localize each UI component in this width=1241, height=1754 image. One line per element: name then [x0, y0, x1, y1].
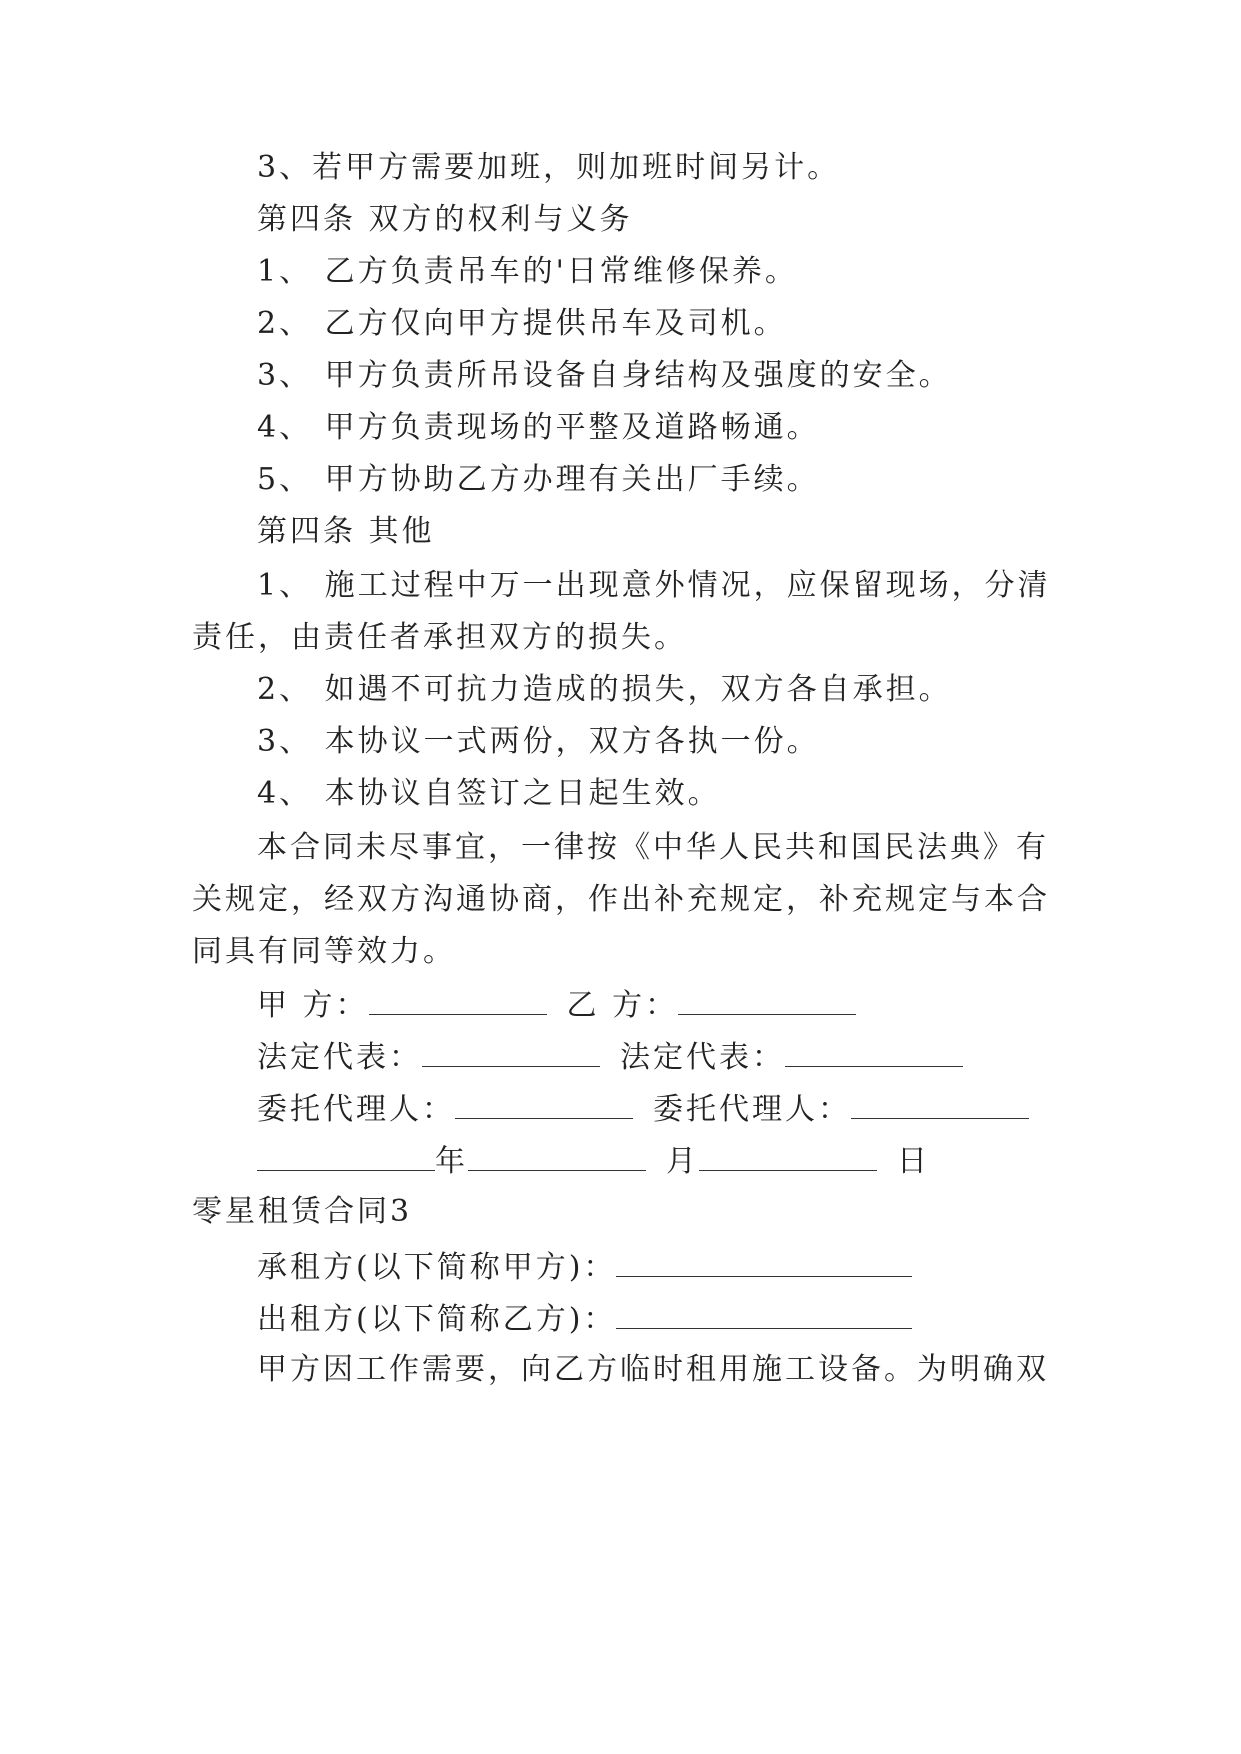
- list-item: 3、 甲方负责所吊设备自身结构及强度的安全。: [257, 358, 952, 393]
- signature-agent-row: [257, 1088, 1029, 1130]
- signature-representative-row: [257, 1036, 963, 1078]
- day-label: 日: [897, 1144, 930, 1179]
- list-item-continuation: 责任，由责任者承担双方的损失。: [192, 620, 687, 655]
- agent-b-blank: [851, 1088, 1029, 1119]
- list-item: 4、 本协议自签订之日起生效。: [257, 776, 721, 811]
- lessor-blank: [616, 1298, 912, 1329]
- lessee-row: [257, 1246, 912, 1288]
- party-a-blank: [369, 984, 547, 1015]
- agent-b-label: 委托代理人：: [653, 1092, 851, 1127]
- list-item: 5、 甲方协助乙方办理有关出厂手续。: [257, 462, 820, 497]
- day-blank: [699, 1140, 877, 1171]
- list-item: 3、 本协议一式两份，双方各执一份。: [257, 724, 820, 759]
- month-blank: [468, 1140, 646, 1171]
- list-item: 4、 甲方负责现场的平整及道路畅通。: [257, 410, 820, 445]
- party-b-blank: [678, 984, 856, 1015]
- signature-party-row: [257, 984, 856, 1026]
- lessee-blank: [616, 1246, 912, 1277]
- year-blank: [257, 1140, 435, 1171]
- list-item: 1、 施工过程中万一出现意外情况，应保留现场，分清: [257, 568, 1051, 603]
- month-label: 月: [666, 1144, 699, 1179]
- next-contract-intro: 甲方因工作需要，向乙方临时租用施工设备。为明确双: [257, 1352, 1049, 1387]
- lessee-label: 承租方(以下简称甲方)：: [257, 1250, 617, 1285]
- lessor-row: [257, 1298, 912, 1340]
- article-heading-other: 第四条 其他: [257, 514, 435, 549]
- list-item: 1、 乙方负责吊车的'日常维修保养。: [257, 254, 798, 289]
- signature-date-row: [257, 1140, 930, 1182]
- agent-a-blank: [455, 1088, 633, 1119]
- party-b-label: 乙 方：: [566, 988, 679, 1023]
- rep-a-label: 法定代表：: [257, 1040, 422, 1075]
- next-contract-title: 零星租赁合同3: [192, 1194, 413, 1229]
- article-heading-rights: 第四条 双方的权利与义务: [257, 202, 633, 237]
- rep-b-label: 法定代表：: [620, 1040, 785, 1075]
- agent-a-label: 委托代理人：: [257, 1092, 455, 1127]
- paragraph-supplement-continuation: 关规定，经双方沟通协商，作出补充规定，补充规定与本合: [192, 882, 1050, 917]
- party-a-label: 甲 方：: [257, 988, 369, 1023]
- list-item: 2、 乙方仅向甲方提供吊车及司机。: [257, 306, 787, 341]
- lessor-label: 出租方(以下简称乙方)：: [257, 1302, 617, 1337]
- rep-a-blank: [422, 1036, 600, 1067]
- rep-b-blank: [785, 1036, 963, 1067]
- year-label: 年: [435, 1144, 468, 1179]
- paragraph-overtime: 3、若甲方需要加班，则加班时间另计。: [257, 150, 841, 185]
- list-item: 2、 如遇不可抗力造成的损失，双方各自承担。: [257, 672, 952, 707]
- paragraph-supplement: 本合同未尽事宜，一律按《中华人民共和国民法典》有: [257, 830, 1049, 865]
- paragraph-supplement-continuation: 同具有同等效力。: [192, 934, 456, 969]
